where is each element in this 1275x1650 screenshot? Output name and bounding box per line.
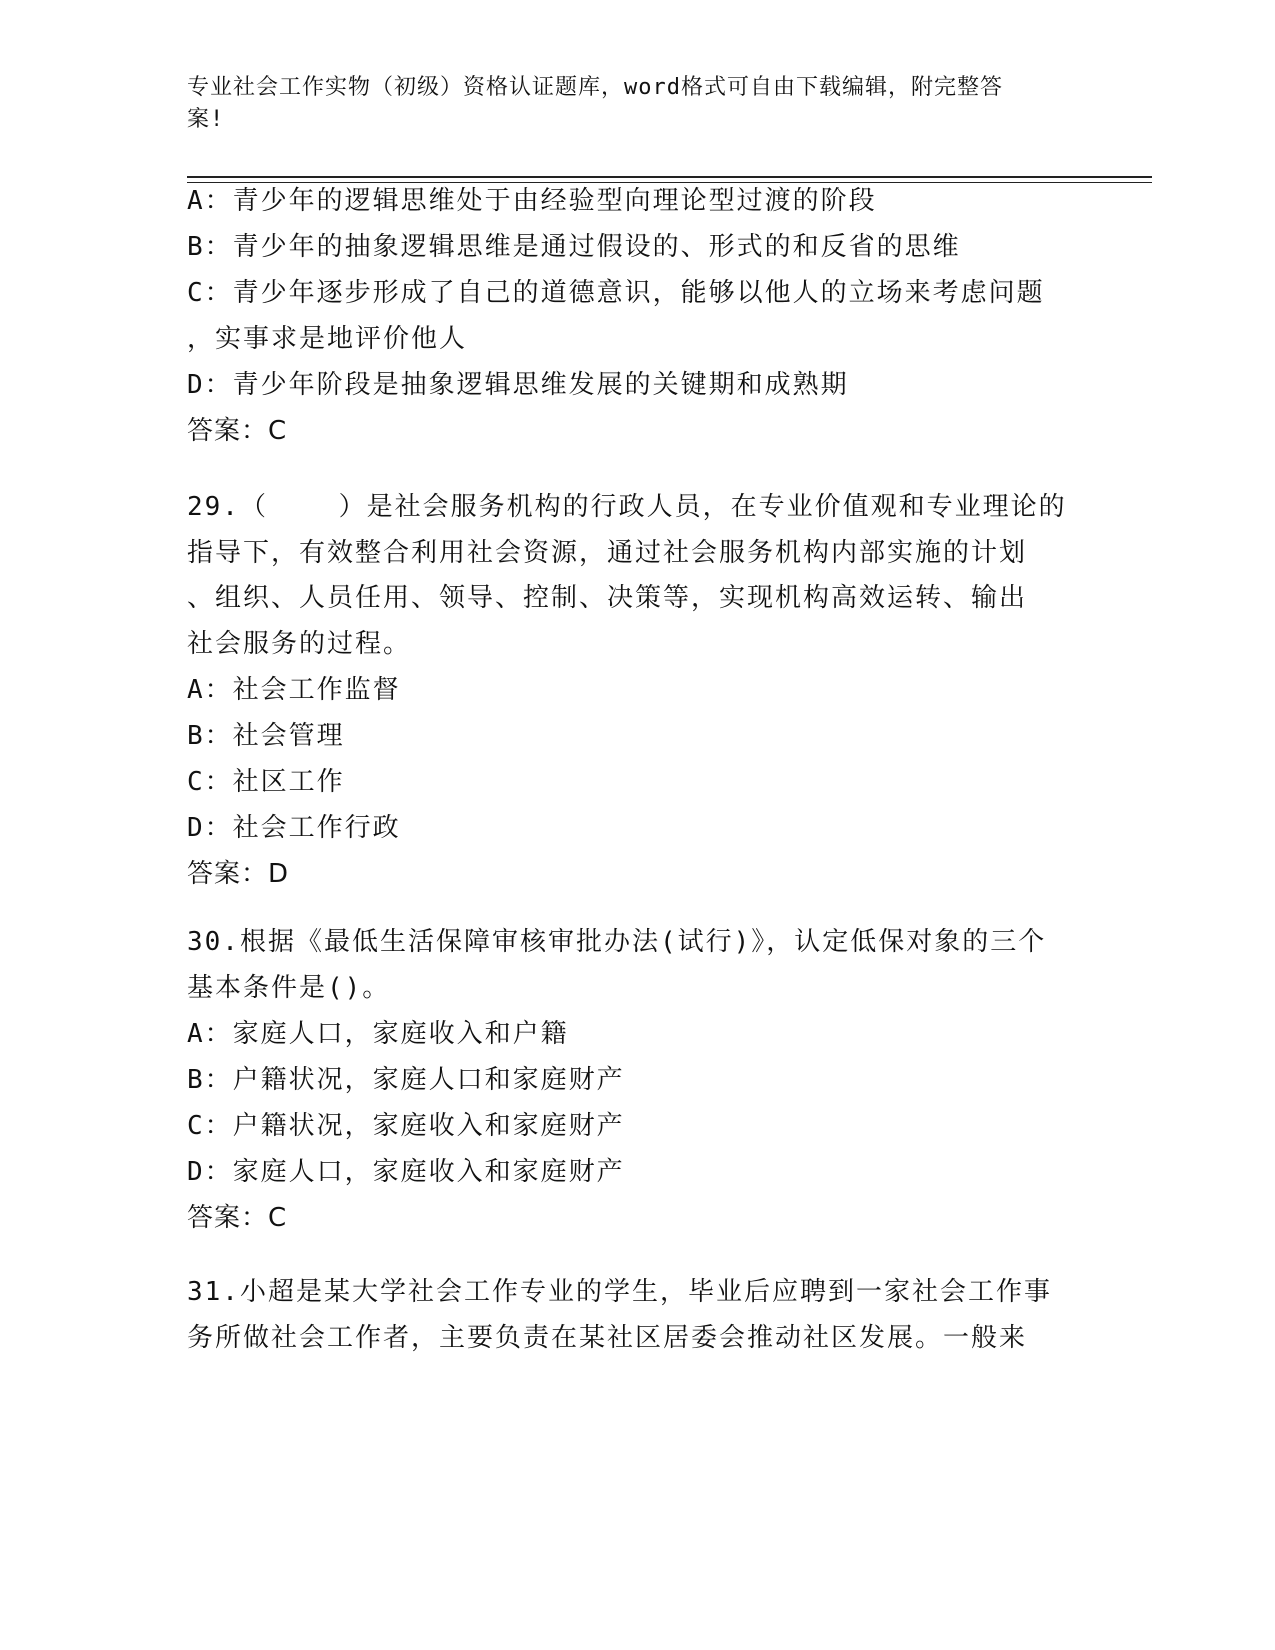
q30-option-b: B：户籍状况，家庭人口和家庭财产 bbox=[187, 1065, 625, 1095]
q30-option-a: A：家庭人口，家庭收入和户籍 bbox=[187, 1019, 569, 1049]
question-29 bbox=[187, 485, 1067, 897]
q28-option-d: D：青少年阶段是抽象逻辑思维发展的关键期和成熟期 bbox=[187, 370, 849, 400]
q30-option-d: D：家庭人口，家庭收入和家庭财产 bbox=[187, 1157, 625, 1187]
q29-option-c: C：社区工作 bbox=[187, 767, 345, 797]
question-28-tail bbox=[187, 178, 1067, 454]
q29-answer: 答案：D bbox=[187, 859, 290, 889]
q30-answer: 答案：C bbox=[187, 1203, 288, 1233]
q31-stem-line-2: 务所做社会工作者，主要负责在某社区居委会推动社区发展。一般来 bbox=[187, 1322, 1028, 1353]
q28-option-c: C：青少年逐步形成了自己的道德意识，能够以他人的立场来考虑问题 bbox=[187, 278, 1045, 308]
question-31 bbox=[187, 1270, 1067, 1361]
q29-option-b: B：社会管理 bbox=[187, 721, 345, 751]
document-header bbox=[187, 72, 1067, 136]
header-title-line-1: 专业社会工作实物（初级）资格认证题库，word格式可自由下载编辑，附完整答 bbox=[187, 75, 1003, 100]
q29-stem-line-4: 社会服务的过程。 bbox=[187, 628, 412, 659]
question-30 bbox=[187, 920, 1067, 1241]
q30-stem-line-2: 基本条件是()。 bbox=[187, 972, 391, 1003]
q28-option-a: A：青少年的逻辑思维处于由经验型向理论型过渡的阶段 bbox=[187, 186, 877, 216]
q31-stem-line-1: 31.小超是某大学社会工作专业的学生，毕业后应聘到一家社会工作事 bbox=[187, 1277, 1052, 1307]
q29-stem-line-3: 、组织、人员任用、领导、控制、决策等，实现机构高效运转、输出 bbox=[187, 583, 1028, 613]
header-title-line-2: 案! bbox=[187, 107, 225, 132]
q28-answer: 答案：C bbox=[187, 416, 288, 446]
q30-stem-line-1: 30.根据《最低生活保障审核审批办法(试行)》，认定低保对象的三个 bbox=[187, 927, 1047, 957]
q29-stem-line-2: 指导下，有效整合利用社会资源，通过社会服务机构内部实施的计划 bbox=[187, 537, 1028, 568]
q30-option-c: C：户籍状况，家庭收入和家庭财产 bbox=[187, 1111, 625, 1141]
q28-option-b: B：青少年的抽象逻辑思维是通过假设的、形式的和反省的思维 bbox=[187, 232, 961, 262]
q28-option-c-continued: ，实事求是地评价他人 bbox=[187, 324, 468, 354]
q29-option-d: D：社会工作行政 bbox=[187, 813, 401, 843]
q29-option-a: A：社会工作监督 bbox=[187, 675, 401, 705]
q29-stem-line-1: 29.（ ）是社会服务机构的行政人员，在专业价值观和专业理论的 bbox=[187, 492, 1067, 522]
